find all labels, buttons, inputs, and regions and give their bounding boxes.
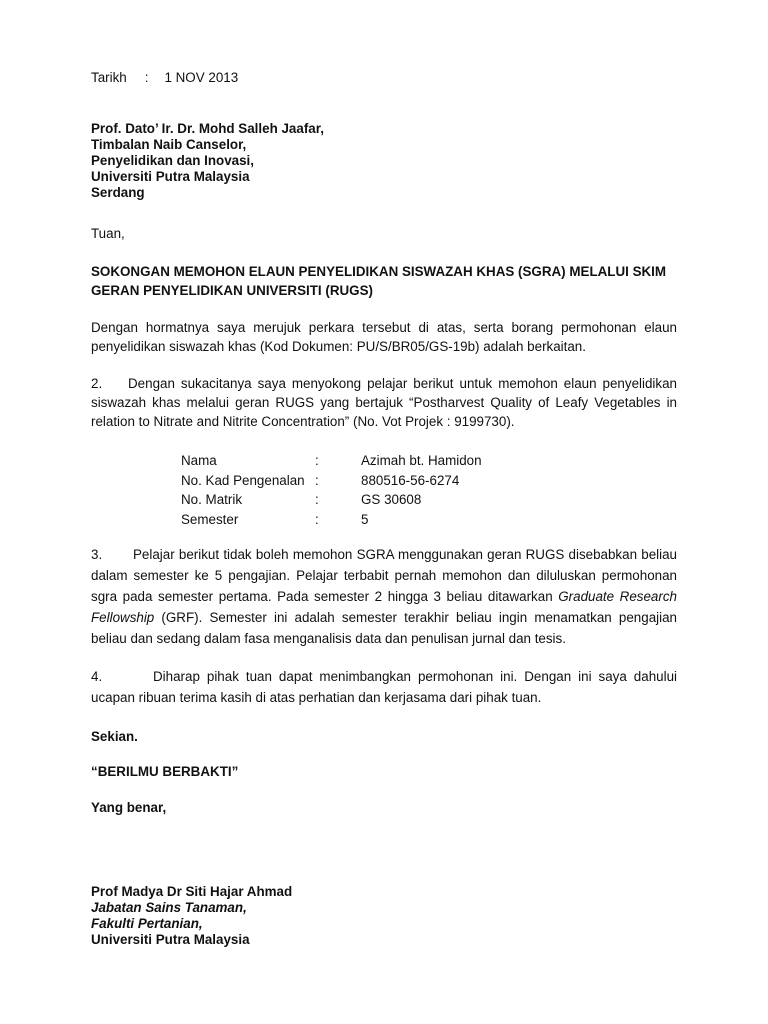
paragraph-3 [91, 544, 677, 649]
recipient-title: Timbalan Naib Canselor, [91, 137, 247, 152]
paragraph-4-text: Diharap pihak tuan dapat menimbangkan permohonan ini. Dengan ini saya dahului ucapan ribuan terima kasih di atas perhatian dan kerjasama dari pihak tuan. [91, 669, 677, 705]
student-row-matric [181, 490, 581, 510]
letter-page [91, 0, 677, 1024]
date-label: Tarikh [91, 70, 127, 85]
paragraph-2-number: 2. [91, 376, 103, 391]
student-row-semester [181, 510, 581, 530]
student-row-ic [181, 471, 581, 491]
student-separator: : [315, 492, 319, 507]
student-value: Azimah bt. Hamidon [361, 453, 482, 468]
closing-yang-benar: Yang benar, [91, 800, 167, 815]
paragraph-3-number: 3. [91, 547, 103, 562]
signatory-department: Jabatan Sains Tanaman, [91, 900, 247, 915]
paragraph-1: Dengan hormatnya saya merujuk perkara tersebut di atas, serta borang permohonan elaun penyelidikan siswazah khas (Kod Dokumen: PU/S/BR05/GS-19b) adalah berkaitan. [91, 320, 677, 354]
closing-sekian: Sekian. [91, 729, 138, 744]
subject-line-1: SOKONGAN MEMOHON ELAUN PENYELIDIKAN SISWAZAH KHAS (SGRA) MELALUI SKIM [91, 264, 667, 279]
recipient-division: Penyelidikan dan Inovasi, [91, 153, 254, 168]
closing-motto: “BERILMU BERBAKTI” [91, 764, 239, 779]
subject-line-2: GERAN PENYELIDIKAN UNIVERSITI (RUGS) [91, 283, 373, 298]
recipient-address [91, 121, 324, 201]
student-value: 880516-56-6274 [361, 472, 460, 488]
student-details [181, 451, 581, 529]
signatory-name: Prof Madya Dr Siti Hajar Ahmad [91, 884, 293, 899]
paragraph-2 [91, 374, 677, 431]
paragraph-4-number: 4. [91, 669, 103, 684]
signature-block [91, 884, 292, 948]
signatory-university: Universiti Putra Malaysia [91, 932, 250, 947]
paragraph-3-text-a: Pelajar berikut tidak boleh memohon SGRA menggunakan geran RUGS disebabkan beliau dalam semester ke 5 pengajian. Pelajar terbabit pernah memohon dan diluluskan permohonan sgra pada semester pertama. Pada semester 2 hingga 3 beliau ditawarkan [91, 547, 677, 604]
student-row-name [181, 451, 581, 471]
paragraph-3-fellowship: Graduate Research Fellowship [91, 589, 677, 625]
student-label: No. Kad Pengenalan [181, 472, 305, 488]
recipient-name: Prof. Dato’ Ir. Dr. Mohd Salleh Jaafar, [91, 121, 324, 136]
subject-heading [91, 262, 666, 300]
student-separator: : [315, 511, 319, 527]
student-separator: : [315, 453, 319, 468]
recipient-city: Serdang [91, 185, 145, 200]
date-value: 1 NOV 2013 [164, 70, 239, 85]
paragraph-2-text: Dengan sukacitanya saya menyokong pelajar berikut untuk memohon elaun penyelidikan siswazah khas melalui geran RUGS yang bertajuk “Postharvest Quality of Leafy Vegetables in relation to Nitrate and Nitrite Concentration” (No. Vot Projek : 9199730). [91, 376, 677, 429]
student-separator: : [315, 472, 319, 488]
student-value: 5 [361, 511, 369, 527]
date-line [91, 70, 238, 85]
paragraph-4 [91, 666, 677, 708]
signatory-faculty: Fakulti Pertanian, [91, 916, 203, 931]
recipient-university: Universiti Putra Malaysia [91, 169, 250, 184]
student-label: Semester [181, 511, 239, 527]
student-label: Nama [181, 453, 217, 468]
date-separator: : [144, 70, 149, 85]
student-value: GS 30608 [361, 492, 422, 507]
paragraph-3-text-b: (GRF). Semester ini adalah semester terakhir beliau ingin menamatkan pengajian beliau dan sedang dalam fasa menganalisis data dan penulisan jurnal dan tesis. [91, 610, 677, 646]
student-label: No. Matrik [181, 492, 243, 507]
salutation: Tuan, [91, 226, 125, 241]
